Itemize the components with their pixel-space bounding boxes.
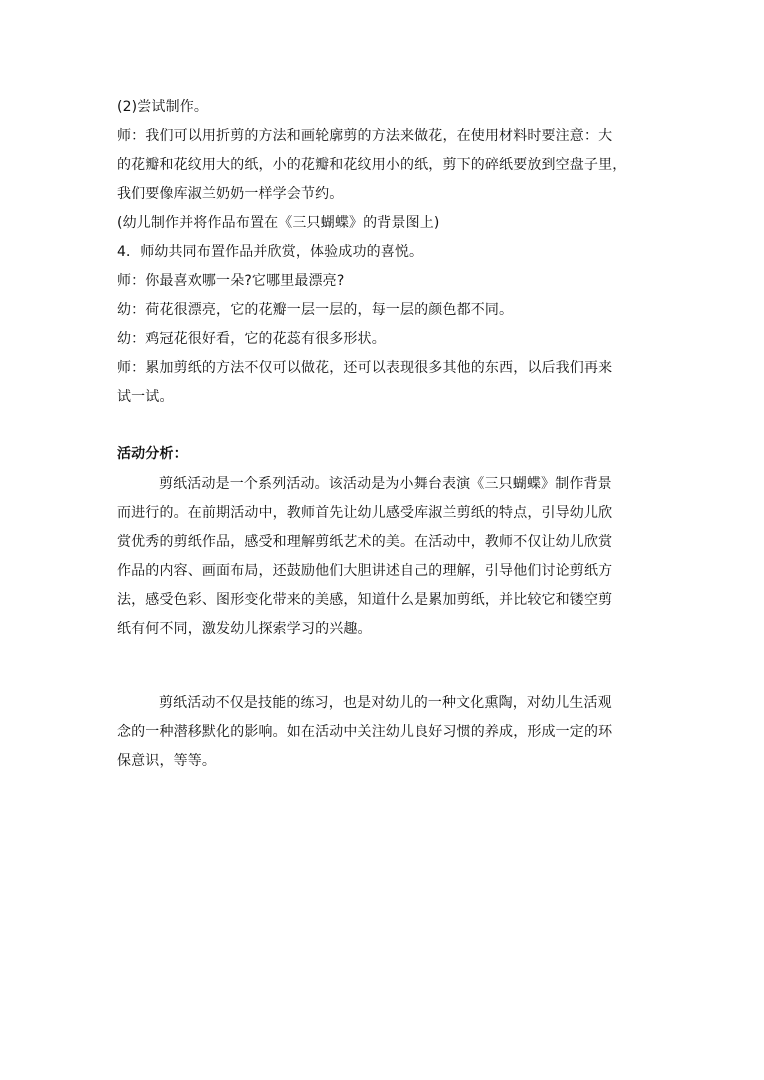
paragraph-line: 念的一种潜移默化的影响。如在活动中关注幼儿良好习惯的养成，形成一定的环 [117,724,613,740]
text-line: 幼：荷花很漂亮，它的花瓣一层一层的，每一层的颜色都不同。 [117,302,514,318]
text-line: 4．师幼共同布置作品并欣赏，体验成功的喜悦。 [117,244,424,260]
text-line: 师：我们可以用折剪的方法和画轮廓剪的方法来做花，在使用材料时要注意：大 [117,128,613,144]
paragraph-line: 赏优秀的剪纸作品，感受和理解剪纸艺术的美。在活动中，教师不仅让幼儿欣赏 [117,534,613,550]
paragraph-line: 作品的内容、画面布局，还鼓励他们大胆讲述自己的理解，引导他们讨论剪纸方 [117,563,613,579]
paragraph-line: 而进行的。在前期活动中，教师首先让幼儿感受库淑兰剪纸的特点，引导幼儿欣 [117,505,613,521]
text-line: 我们要像库淑兰奶奶一样学会节约。 [117,186,344,202]
text-line: (2)尝试制作。 [117,99,209,115]
text-line: 师：你最喜欢哪一朵?它哪里最漂亮? [117,273,345,289]
paragraph-line: 剪纸活动是一个系列活动。该活动是为小舞台表演《三只蝴蝶》制作背景 [159,476,612,492]
paragraph-line: 剪纸活动不仅是技能的练习，也是对幼儿的一种文化熏陶，对幼儿生活观 [159,695,612,711]
text-line: (幼儿制作并将作品布置在《三只蝴蝶》的背景图上) [117,215,440,231]
paragraph-line: 保意识，等等。 [117,753,217,769]
paragraph-line: 纸有何不同，激发幼儿探索学习的兴趣。 [117,621,372,637]
text-line: 试一试。 [117,389,174,405]
section-heading-analysis: 活动分析： [117,446,188,462]
text-line: 的花瓣和花纹用大的纸，小的花瓣和花纹用小的纸，剪下的碎纸要放到空盘子里， [117,157,627,173]
paragraph-line: 法，感受色彩、图形变化带来的美感，知道什么是累加剪纸，并比较它和镂空剪 [117,592,613,608]
text-line: 幼：鸡冠花很好看，它的花蕊有很多形状。 [117,331,386,347]
text-line: 师：累加剪纸的方法不仅可以做花，还可以表现很多其他的东西，以后我们再来 [117,360,613,376]
